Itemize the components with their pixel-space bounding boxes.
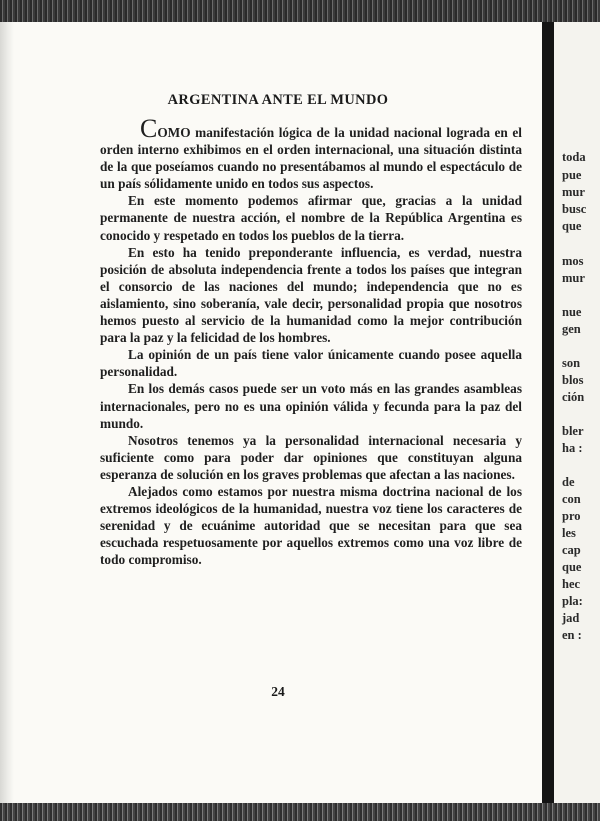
facing-page-fragment: jad bbox=[562, 611, 580, 625]
book-page bbox=[14, 22, 542, 803]
page-body bbox=[100, 114, 522, 568]
page-title: ARGENTINA ANTE EL MUNDO bbox=[167, 92, 389, 108]
facing-page-fragment: que bbox=[562, 219, 582, 233]
scan-border-top bbox=[0, 0, 600, 22]
facing-page-fragment: ha : bbox=[562, 441, 583, 455]
facing-page-fragment: mos bbox=[562, 254, 584, 268]
page-number: 24 bbox=[271, 684, 285, 699]
facing-page-fragment: pue bbox=[562, 168, 582, 182]
facing-page-fragment: mur bbox=[562, 271, 585, 285]
facing-page-fragment: en : bbox=[562, 628, 582, 642]
facing-page-fragment: hec bbox=[562, 577, 581, 591]
facing-page-fragment: cap bbox=[562, 543, 581, 557]
paragraph: En esto ha tenido preponderante influencia, es verdad, nuestra posición de absoluta independencia frente a todos los países que integran el consorcio de las naciones del mundo; independencia que no es aislamiento, sino soberanía, vale decir, personalidad propia que nosotros hemos puesto al servicio de la humanidad como la mejor contribución para la paz y la felicidad de los hombres. bbox=[100, 244, 522, 346]
facing-page-fragment: son bbox=[562, 356, 581, 370]
facing-page-fragment: pla: bbox=[562, 594, 583, 608]
scan-border-bottom bbox=[0, 803, 600, 821]
facing-page-fragment: bler bbox=[562, 424, 584, 438]
facing-page-fragment: con bbox=[562, 492, 581, 506]
paragraph: La opinión de un país tiene valor únicamente cuando posee aquella personalidad. bbox=[100, 347, 522, 380]
paragraph: En los demás casos puede ser un voto más en las grandes asambleas internacionales, pero no es una opinión válida y fecunda para la paz del mundo. bbox=[100, 381, 522, 431]
facing-page-fragment: blos bbox=[562, 373, 584, 387]
paragraph: Alejados como estamos por nuestra misma doctrina nacional de los extremos ideológicos de la humanidad, nuestra voz tiene los caracteres de serenidad y de ecuánime autoridad que se necesitan para que sea escuchada respetuosamente por aquellos extremos como una voz libre de todo compromiso. bbox=[100, 483, 522, 568]
paragraph: Nosotros tenemos ya la personalidad internacional necesaria y suficiente como para poder dar opiniones que constituyan alguna esperanza de solución en los graves problemas que afectan a las naciones. bbox=[100, 432, 522, 482]
paragraph-text: OMO manifestación lógica de la unidad nacional lograda en el orden interno exhibimos en el orden internacional, una situación distinta de la que poseíamos cuando no presentábamos al mundo el espectáculo de un país sólidamente unido en todos sus aspectos. bbox=[100, 125, 522, 192]
facing-page-fragment: busc bbox=[562, 202, 587, 216]
facing-page-fragment: ción bbox=[562, 390, 585, 404]
paragraph: En este momento podemos afirmar que, gracias a la unidad permanente de nuestra acción, el nombre de la República Argentina es conocido y respetado en todos los pueblos de la tierra. bbox=[100, 193, 522, 243]
facing-page-fragment: nue bbox=[562, 305, 582, 319]
facing-page-fragment: que bbox=[562, 560, 582, 574]
drop-cap: C bbox=[140, 114, 158, 143]
facing-page-fragment: de bbox=[562, 475, 575, 489]
paragraph bbox=[100, 114, 522, 192]
book-gutter bbox=[542, 22, 554, 803]
facing-page-fragment: les bbox=[562, 526, 576, 540]
facing-page-fragment: pro bbox=[562, 509, 581, 523]
scan-border-left bbox=[0, 22, 14, 803]
facing-page bbox=[554, 22, 600, 803]
facing-page-fragment: toda bbox=[562, 150, 586, 164]
facing-page-fragment: mur bbox=[562, 185, 585, 199]
facing-page-fragment: gen bbox=[562, 322, 581, 336]
